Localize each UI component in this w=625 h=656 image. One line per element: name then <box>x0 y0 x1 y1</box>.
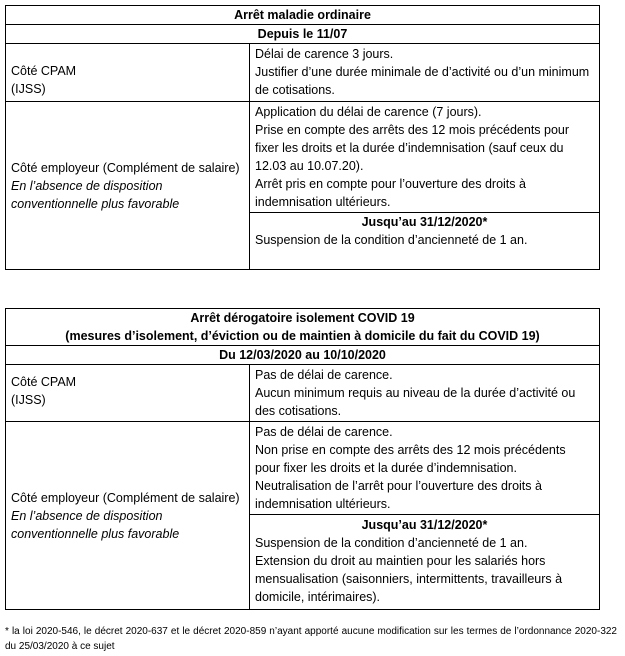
employer-label-cell <box>6 102 250 270</box>
cpam-label-cell <box>6 365 250 422</box>
cpam-text-line: Aucun minimum requis au niveau de la durée d’activité ou des cotisations. <box>255 386 576 418</box>
table-header-row <box>6 6 600 25</box>
table-period-row <box>6 346 600 365</box>
cpam-text-line: Pas de délai de carence. <box>255 368 393 382</box>
table-row-cpam <box>6 365 600 422</box>
table-arret-maladie-ordinaire <box>5 5 600 270</box>
table-header-row <box>6 309 600 346</box>
employer-note: En l’absence de disposition conventionnelle plus favorable <box>11 508 180 541</box>
employer-label: Côté employeur (Complément de salaire) <box>11 490 240 505</box>
cpam-label: Côté CPAM <box>11 375 77 389</box>
until-label: Jusqu’au 31/12/2020* <box>361 518 488 532</box>
employer-text-line: Pas de délai de carence. <box>255 425 393 439</box>
employer-note: En l’absence de disposition conventionnelle plus favorable <box>11 178 180 211</box>
table-title-cell <box>6 309 600 346</box>
employer-text-cell <box>250 102 600 213</box>
until-text-line: Suspension de la condition d’ancienneté de 1 an. <box>255 233 528 247</box>
employer-text-line: Prise en compte des arrêts des 12 mois précédents pour fixer les droits et la durée d’indemnisation (sauf ceux du 12.03 au 10.07.20). <box>255 123 570 173</box>
employer-text-line: Neutralisation de l’arrêt pour l’ouverture des droits à indemnisation ultérieurs. <box>255 479 542 511</box>
cpam-label-cell <box>6 44 250 102</box>
employer-text-line: Application du délai de carence (7 jours). <box>255 105 482 119</box>
employer-text-cell <box>250 422 600 515</box>
employer-text-line: Arrêt pris en compte pour l’ouverture des droits à indemnisation ultérieurs. <box>255 177 526 209</box>
table-period: Du 12/03/2020 au 10/10/2020 <box>6 346 600 365</box>
cpam-text-cell <box>250 44 600 102</box>
cpam-text-cell <box>250 365 600 422</box>
employer-label: Côté employeur (Complément de salaire) <box>11 160 240 175</box>
table-title: Arrêt dérogatoire isolement COVID 19 <box>190 311 415 325</box>
table-row-employer <box>6 422 600 515</box>
cpam-text-line: Justifier d’une durée minimale de d’activité ou d’un minimum de cotisations. <box>255 65 590 97</box>
employer-label-cell <box>6 422 250 610</box>
footnote: * la loi 2020-546, le décret 2020-637 et le décret 2020-859 n’ayant apporté aucune modification sur les termes de l’ordonnance 2020-322 du 25/03/2020 à ce sujet <box>5 626 617 652</box>
until-text-line: Extension du droit au maintien pour les salariés hors mensualisation (saisonniers, intermittents, travailleurs à domicile, intérimaires). <box>255 554 563 604</box>
until-cell <box>250 213 600 270</box>
cpam-text-line: Délai de carence 3 jours. <box>255 47 394 61</box>
cpam-sublabel: (IJSS) <box>11 393 46 407</box>
table-period: Depuis le 11/07 <box>6 25 600 44</box>
employer-text-line: Non prise en compte des arrêts des 12 mois précédents pour fixer les droits et la durée d’indemnisation. <box>255 443 566 475</box>
table-row-cpam <box>6 44 600 102</box>
until-cell <box>250 515 600 610</box>
table-title: Arrêt maladie ordinaire <box>6 6 600 25</box>
table-arret-derogatoire-covid <box>5 308 600 610</box>
table-period-row <box>6 25 600 44</box>
cpam-sublabel: (IJSS) <box>11 82 46 96</box>
table-subtitle: (mesures d’isolement, d’éviction ou de maintien à domicile du fait du COVID 19) <box>65 329 540 343</box>
cpam-label: Côté CPAM <box>11 64 77 78</box>
table-row-employer <box>6 102 600 213</box>
until-label: Jusqu’au 31/12/2020* <box>361 215 488 229</box>
until-text-line: Suspension de la condition d’ancienneté de 1 an. <box>255 536 528 550</box>
